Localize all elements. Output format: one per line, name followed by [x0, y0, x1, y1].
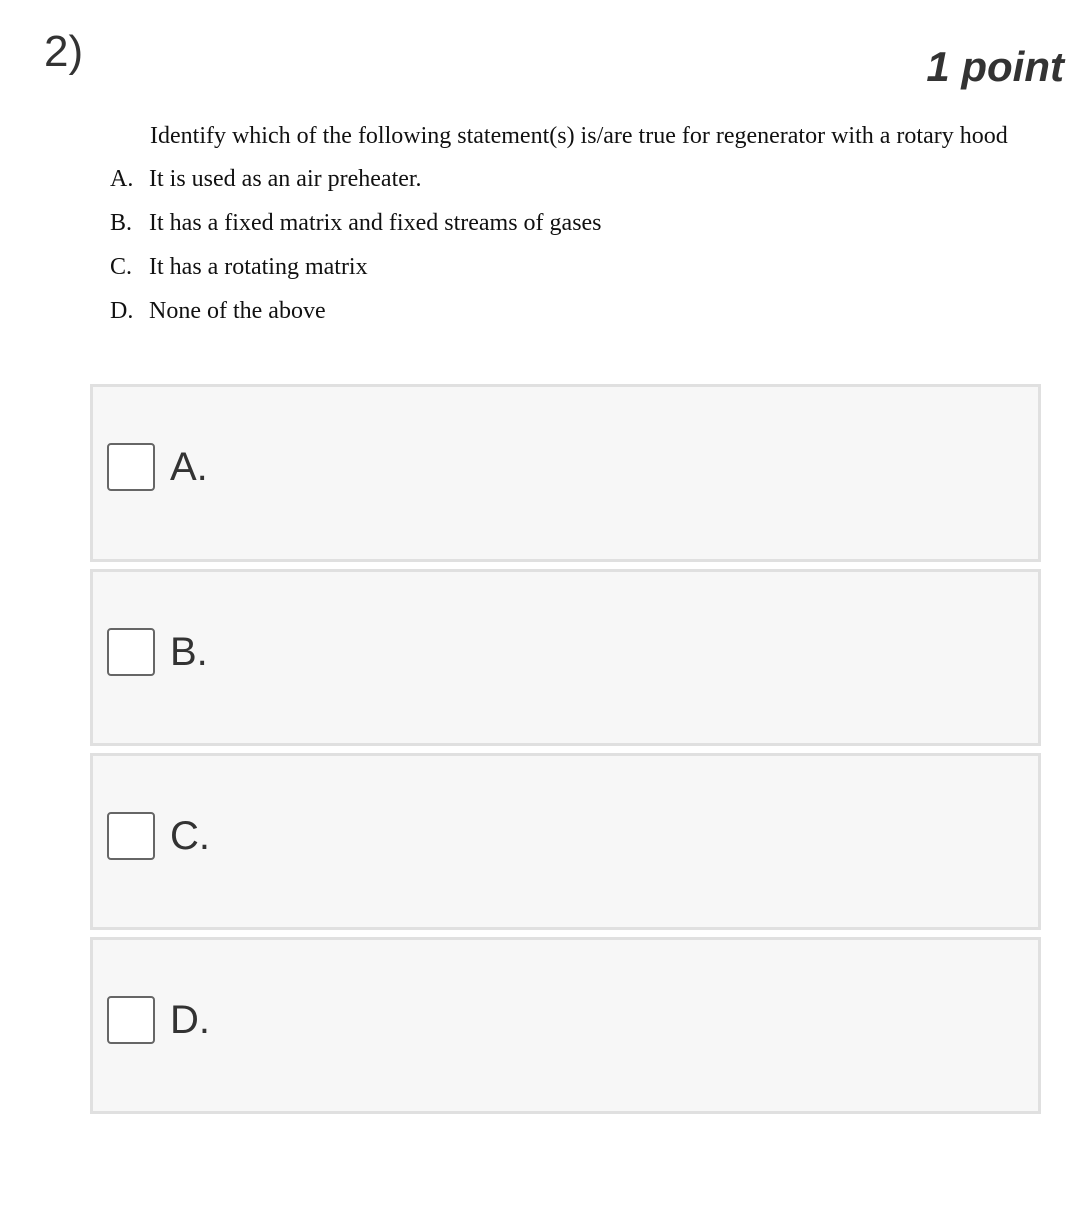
option-label: B.	[170, 630, 208, 674]
statement-item	[110, 254, 602, 298]
statement-letter: D.	[110, 298, 134, 324]
statement-letter: B.	[110, 210, 133, 236]
option-label: C.	[170, 814, 210, 858]
answer-option-b[interactable]	[90, 569, 1041, 746]
answer-option-c[interactable]	[90, 753, 1041, 930]
statement-item	[110, 298, 602, 342]
statement-text: None of the above	[149, 298, 326, 324]
checkbox-option-a[interactable]	[107, 443, 155, 491]
option-label: D.	[170, 998, 210, 1042]
question-points: 1 point	[926, 43, 1064, 90]
statement-list	[110, 166, 602, 342]
statement-letter: A.	[110, 166, 134, 192]
statement-letter: C.	[110, 254, 133, 280]
statement-item	[110, 210, 602, 254]
answer-option-d[interactable]	[90, 937, 1041, 1114]
question-number: 2)	[44, 27, 84, 76]
statement-item	[110, 166, 602, 210]
option-label: A.	[170, 445, 208, 489]
checkbox-option-d[interactable]	[107, 996, 155, 1044]
answer-options	[90, 384, 1041, 1121]
statement-text: It has a fixed matrix and fixed streams of gases	[149, 210, 602, 236]
checkbox-option-c[interactable]	[107, 812, 155, 860]
statement-text: It is used as an air preheater.	[149, 166, 422, 192]
answer-option-a[interactable]	[90, 384, 1041, 562]
statement-text: It has a rotating matrix	[149, 254, 368, 280]
checkbox-option-b[interactable]	[107, 628, 155, 676]
question-stem: Identify which of the following statement(s) is/are true for regenerator with a rotary hood	[150, 123, 1008, 149]
